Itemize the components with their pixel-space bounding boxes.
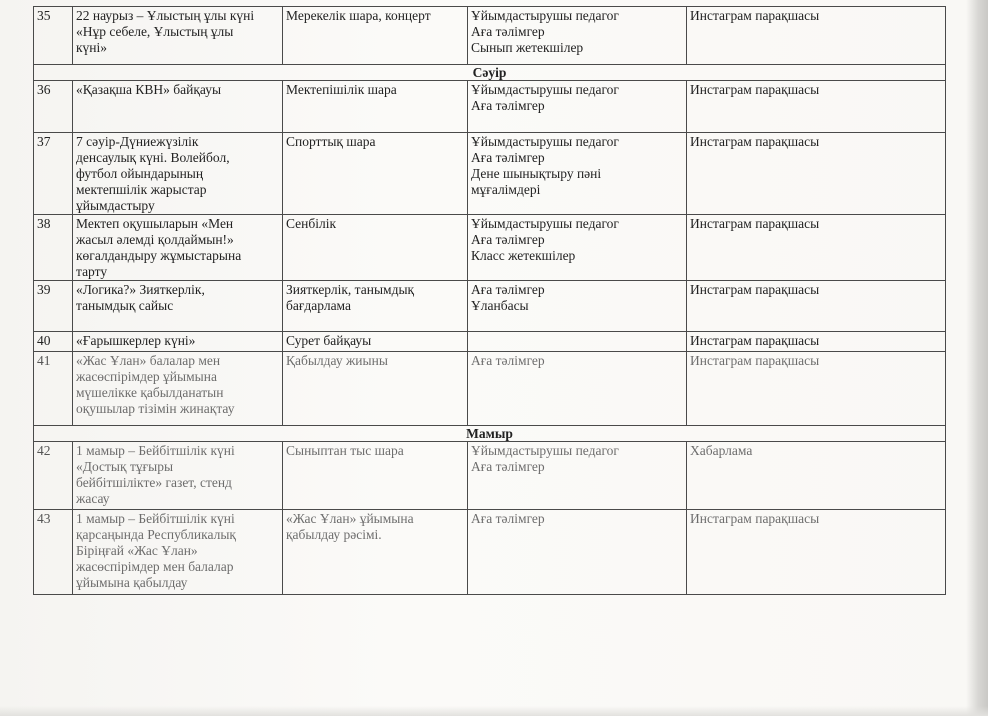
section-header-row [34, 65, 946, 81]
event-cell [73, 215, 283, 281]
form-cell [283, 7, 468, 65]
row-number: 42 [34, 442, 73, 510]
section-title: Мамыр [34, 426, 946, 442]
row-number: 37 [34, 133, 73, 215]
events-plan-table [33, 6, 946, 595]
form-cell [283, 281, 468, 332]
form-cell [283, 215, 468, 281]
responsible-cell [468, 332, 687, 352]
responsible-line: Ұланбасы [471, 298, 529, 313]
table-row [34, 442, 946, 510]
responsible-line: Ұйымдастырушы педагог [471, 216, 619, 231]
table-row [34, 332, 946, 352]
responsible-line: Сынып жетекшілер [471, 40, 584, 55]
responsible-line: Аға тәлімгер [471, 232, 545, 247]
event-cell [73, 510, 283, 595]
responsible-line: Ұйымдастырушы педагог [471, 134, 619, 149]
event-line: танымдық сайыс [76, 298, 174, 313]
event-line: футбол ойындарының [76, 166, 204, 181]
result-line: Инстаграм парақшасы [690, 511, 820, 526]
event-line: ұйымына қабылдау [76, 575, 188, 590]
event-line: мүшелікке қабылданатын [76, 385, 224, 400]
event-line: жасау [76, 491, 110, 506]
event-line: Мектеп оқушыларын «Мен [76, 216, 234, 231]
responsible-line: Класс жетекшілер [471, 248, 576, 263]
event-cell [73, 352, 283, 426]
result-line: Инстаграм парақшасы [690, 282, 820, 297]
responsible-cell [468, 81, 687, 133]
event-line: күні» [76, 40, 108, 55]
form-cell [283, 352, 468, 426]
result-cell [687, 442, 946, 510]
form-line: Мектепішілік шара [286, 82, 397, 97]
event-line: «Жас Ұлан» балалар мен [76, 353, 221, 368]
row-number: 39 [34, 281, 73, 332]
event-line: «Қазақша КВН» байқауы [76, 82, 222, 97]
row-number: 36 [34, 81, 73, 133]
event-cell [73, 332, 283, 352]
event-line: 7 сәуір-Дүниежүзілік [76, 134, 199, 149]
event-line: оқушылар тізімін жинақтау [76, 401, 235, 416]
event-line: денсаулық күні. Волейбол, [76, 150, 230, 165]
responsible-line: Аға тәлімгер [471, 353, 545, 368]
event-line: қарсаңында Республикалық [76, 527, 236, 542]
result-cell [687, 281, 946, 332]
event-line: көгалдандыру жұмыстарына [76, 248, 242, 263]
table-row [34, 510, 946, 595]
responsible-line: мұғалімдері [471, 182, 541, 197]
events-plan-body [34, 7, 946, 595]
form-cell [283, 332, 468, 352]
event-cell [73, 281, 283, 332]
event-line: «Ғарышкерлер күні» [76, 333, 196, 348]
result-cell [687, 332, 946, 352]
form-line: Сыныптан тыс шара [286, 443, 404, 458]
responsible-line: Ұйымдастырушы педагог [471, 443, 619, 458]
result-cell [687, 7, 946, 65]
event-line: 1 мамыр – Бейбітшілік күні [76, 443, 235, 458]
event-cell [73, 442, 283, 510]
row-number: 35 [34, 7, 73, 65]
responsible-line: Аға тәлімгер [471, 150, 545, 165]
responsible-line: Аға тәлімгер [471, 282, 545, 297]
table-row [34, 81, 946, 133]
event-line: жасөспірімдер ұйымына [76, 369, 217, 384]
table-row [34, 281, 946, 332]
event-line: жасыл әлемді қолдаймын!» [76, 232, 234, 247]
event-cell [73, 133, 283, 215]
event-line: тарту [76, 264, 108, 279]
event-line: бейбітшілікте» газет, стенд [76, 475, 232, 490]
table-row [34, 352, 946, 426]
event-line: Біріңғай «Жас Ұлан» [76, 543, 198, 558]
event-line: «Достық тұғыры [76, 459, 174, 474]
form-line: қабылдау рәсімі. [286, 527, 382, 542]
table-row [34, 7, 946, 65]
result-cell [687, 215, 946, 281]
event-line: 1 мамыр – Бейбітшілік күні [76, 511, 235, 526]
responsible-line: Ұйымдастырушы педагог [471, 82, 619, 97]
form-cell [283, 133, 468, 215]
row-number: 40 [34, 332, 73, 352]
event-line: мектепшілік жарыстар [76, 182, 207, 197]
responsible-cell [468, 7, 687, 65]
row-number: 41 [34, 352, 73, 426]
section-header-row [34, 426, 946, 442]
responsible-line: Аға тәлімгер [471, 511, 545, 526]
form-line: «Жас Ұлан» ұйымына [286, 511, 414, 526]
form-line: Спорттық шара [286, 134, 376, 149]
result-cell [687, 352, 946, 426]
event-cell [73, 7, 283, 65]
event-cell [73, 81, 283, 133]
responsible-cell [468, 510, 687, 595]
event-line: 22 наурыз – Ұлыстың ұлы күні [76, 8, 255, 23]
form-line: Мерекелік шара, концерт [286, 8, 431, 23]
result-line: Инстаграм парақшасы [690, 353, 820, 368]
result-cell [687, 133, 946, 215]
result-line: Инстаграм парақшасы [690, 8, 820, 23]
responsible-cell [468, 352, 687, 426]
result-line: Инстаграм парақшасы [690, 82, 820, 97]
section-title: Сәуір [34, 65, 946, 81]
form-cell [283, 442, 468, 510]
responsible-cell [468, 281, 687, 332]
result-cell [687, 510, 946, 595]
responsible-line: Дене шынықтыру пәні [471, 166, 602, 181]
table-row [34, 133, 946, 215]
result-line: Хабарлама [690, 443, 753, 458]
event-line: «Нұр себеле, Ұлыстың ұлы [76, 24, 234, 39]
result-cell [687, 81, 946, 133]
event-line: жасөспірімдер мен балалар [76, 559, 234, 574]
responsible-line: Ұйымдастырушы педагог [471, 8, 619, 23]
result-line: Инстаграм парақшасы [690, 216, 820, 231]
result-line: Инстаграм парақшасы [690, 333, 820, 348]
row-number: 38 [34, 215, 73, 281]
form-cell [283, 510, 468, 595]
row-number: 43 [34, 510, 73, 595]
event-line: ұйымдастыру [76, 198, 155, 213]
event-line: «Логика?» Зияткерлік, [76, 282, 205, 297]
page-bottom-shadow [0, 706, 988, 716]
table-row [34, 215, 946, 281]
form-line: бағдарлама [286, 298, 352, 313]
form-line: Сенбілік [286, 216, 337, 231]
responsible-line: Аға тәлімгер [471, 24, 545, 39]
form-line: Сурет байқауы [286, 333, 372, 348]
result-line: Инстаграм парақшасы [690, 134, 820, 149]
responsible-cell [468, 133, 687, 215]
page-edge-shadow [966, 0, 988, 716]
form-cell [283, 81, 468, 133]
responsible-line: Аға тәлімгер [471, 459, 545, 474]
form-line: Қабылдау жиыны [286, 353, 388, 368]
form-line: Зияткерлік, танымдық [286, 282, 415, 297]
responsible-cell [468, 442, 687, 510]
responsible-cell [468, 215, 687, 281]
responsible-line: Аға тәлімгер [471, 98, 545, 113]
